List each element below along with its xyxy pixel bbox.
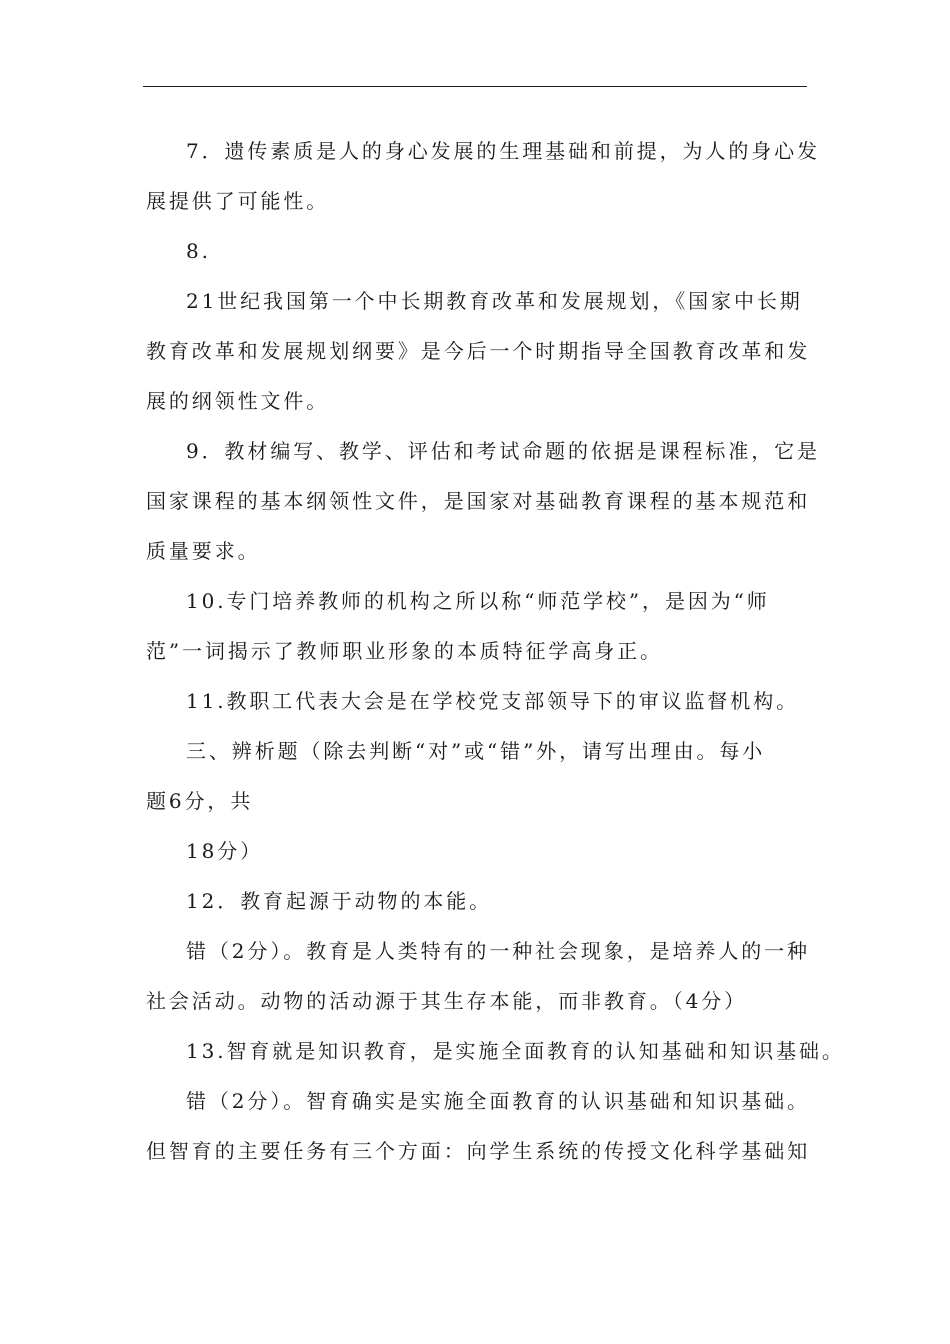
text-line-item13: 13.智育就是知识教育，是实施全面教育的认知基础和知识基础。 <box>186 1039 845 1063</box>
text-line-item8-number: 8. <box>186 239 211 263</box>
text-line-item9-part2: 国家课程的基本纲领性文件，是国家对基础教育课程的基本规范和 <box>146 489 811 513</box>
section-heading-part2: 题6分，共 <box>146 789 254 813</box>
text-line-item10-part2: 范”一词揭示了教师职业形象的本质特征学高身正。 <box>146 639 663 663</box>
text-line-item10-part1: 10.专门培养教师的机构之所以称“师范学校”，是因为“师 <box>186 589 770 613</box>
text-line-item8-part2: 教育改革和发展规划纲要》是今后一个时期指导全国教育改革和发 <box>146 339 811 363</box>
text-line-item8-part1: 21世纪我国第一个中长期教育改革和发展规划，《国家中长期 <box>186 289 803 313</box>
answer-line-item13-part1: 错（2分）。智育确实是实施全面教育的认识基础和知识基础。 <box>186 1089 810 1113</box>
answer-line-item12-part2: 社会活动。动物的活动源于其生存本能，而非教育。（4分） <box>146 989 748 1013</box>
text-line-item7-part2: 展提供了可能性。 <box>146 189 330 213</box>
text-line-item7-part1: 7．遗传素质是人的身心发展的生理基础和前提，为人的身心发 <box>186 139 820 163</box>
text-line-item9-part3: 质量要求。 <box>146 539 261 563</box>
section-heading-part1: 三、辨析题（除去判断“对”或“错”外，请写出理由。每小 <box>186 739 766 763</box>
text-line-item12: 12．教育起源于动物的本能。 <box>186 889 493 913</box>
section-heading-part3: 18分） <box>186 839 264 863</box>
text-line-item8-part3: 展的纲领性文件。 <box>146 389 330 413</box>
header-rule <box>143 86 807 87</box>
text-line-item11: 11.教职工代表大会是在学校党支部领导下的审议监督机构。 <box>186 689 800 713</box>
answer-line-item13-part2: 但智育的主要任务有三个方面：向学生系统的传授文化科学基础知 <box>146 1139 811 1163</box>
text-line-item9-part1: 9．教材编写、教学、评估和考试命题的依据是课程标准，它是 <box>186 439 820 463</box>
answer-line-item12-part1: 错（2分）。教育是人类特有的一种社会现象，是培养人的一种 <box>186 939 810 963</box>
